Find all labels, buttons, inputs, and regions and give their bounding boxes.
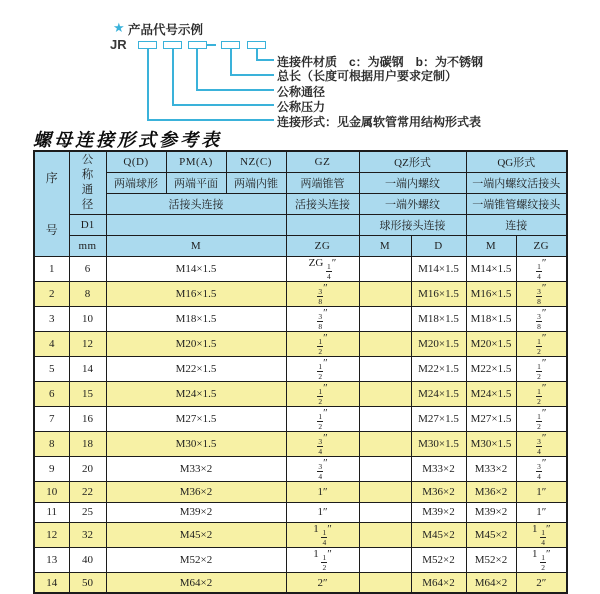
row-zg-size: $\frac{3}{4}$ ″: [286, 432, 359, 457]
row-d1: 16: [69, 407, 106, 432]
row-qg-zg: 1 $\frac{1}{2}$ ″: [516, 548, 567, 573]
row-d1: 20: [69, 457, 106, 482]
row-m-thread: M33×2: [106, 457, 286, 482]
table-row: [34, 548, 567, 573]
row-m-thread: M27×1.5: [106, 407, 286, 432]
row-qg-zg: $\frac{3}{8}$ ″: [516, 307, 567, 332]
row-qg-zg: $\frac{1}{2}$ ″: [516, 357, 567, 382]
callout-label-length: 总长（长度可根据用户要求定制）: [277, 69, 458, 83]
callout-line: [147, 49, 149, 120]
row-qg-zg: 2″: [516, 573, 567, 594]
row-qz-m: [359, 307, 411, 332]
row-qg-zg: $\frac{3}{4}$ ″: [516, 457, 567, 482]
row-qg-m: M22×1.5: [466, 357, 516, 382]
row-qz-d: M64×2: [411, 573, 466, 594]
row-qz-d: M24×1.5: [411, 382, 466, 407]
row-m-thread: M22×1.5: [106, 357, 286, 382]
row-qg-zg: $\frac{1}{4}$ ″: [516, 257, 567, 282]
callout-line: [196, 49, 198, 90]
row-qz-m: [359, 332, 411, 357]
row-d1: 22: [69, 482, 106, 503]
row-d1: 12: [69, 332, 106, 357]
row-d1: 15: [69, 382, 106, 407]
row-m-thread: M39×2: [106, 502, 286, 523]
row-qg-zg: 1″: [516, 502, 567, 523]
row-zg-size: $\frac{1}{2}$ ″: [286, 382, 359, 407]
row-qg-m: M18×1.5: [466, 307, 516, 332]
row-qg-m: M16×1.5: [466, 282, 516, 307]
row-seq-no: 6: [34, 382, 69, 407]
callout-line: [172, 49, 174, 105]
row-d1: 6: [69, 257, 106, 282]
row-qz-d: M22×1.5: [411, 357, 466, 382]
diagram-heading: 产品代号示例: [128, 23, 204, 37]
header-type-gz: GZ: [286, 151, 359, 172]
row-seq-no: 14: [34, 573, 69, 594]
row-d1: 8: [69, 282, 106, 307]
row-qg-zg: $\frac{1}{2}$ ″: [516, 407, 567, 432]
row-seq-no: 8: [34, 432, 69, 457]
row-d1: 14: [69, 357, 106, 382]
row-seq-no: 11: [34, 502, 69, 523]
row-qz-m: [359, 482, 411, 503]
row-d1: 32: [69, 523, 106, 548]
row-m-thread: M20×1.5: [106, 332, 286, 357]
row-qg-zg: $\frac{1}{2}$ ″: [516, 332, 567, 357]
callout-line: [172, 104, 274, 106]
code-box-3: [188, 41, 207, 49]
row-seq-no: 1: [34, 257, 69, 282]
table-row: [34, 257, 567, 282]
table-row: [34, 482, 567, 503]
row-zg-size: 1 $\frac{1}{2}$ ″: [286, 548, 359, 573]
header-qg-desc2: 一端锥管螺纹接头: [466, 193, 567, 214]
row-d1: 50: [69, 573, 106, 594]
header-nz-desc: 两端内锥: [226, 172, 286, 193]
table-row: [34, 457, 567, 482]
row-zg-size: $\frac{3}{4}$ ″: [286, 457, 359, 482]
row-zg-size: $\frac{1}{2}$ ″: [286, 332, 359, 357]
table-row: [34, 432, 567, 457]
row-seq-no: 7: [34, 407, 69, 432]
row-d1: 10: [69, 307, 106, 332]
header-m-thread: M: [106, 235, 286, 256]
row-qz-d: M16×1.5: [411, 282, 466, 307]
row-zg-size: $\frac{3}{8}$ ″: [286, 307, 359, 332]
header-mm: mm: [69, 235, 106, 256]
header-qg-zg: ZG: [516, 235, 567, 256]
row-zg-size: 1″: [286, 502, 359, 523]
callout-label-pressure: 公称压力: [277, 100, 326, 114]
row-seq-no: 9: [34, 457, 69, 482]
callout-line: [256, 59, 274, 61]
row-qg-zg: $\frac{3}{8}$ ″: [516, 282, 567, 307]
row-qg-m: M39×2: [466, 502, 516, 523]
header-qz-d: D: [411, 235, 466, 256]
row-seq-no: 10: [34, 482, 69, 503]
row-m-thread: M18×1.5: [106, 307, 286, 332]
row-qz-d: M39×2: [411, 502, 466, 523]
table-row: [34, 357, 567, 382]
row-qz-m: [359, 548, 411, 573]
row-seq-no: 5: [34, 357, 69, 382]
header-pm-desc: 两端平面: [166, 172, 226, 193]
row-m-thread: M24×1.5: [106, 382, 286, 407]
callout-line: [196, 89, 274, 91]
header-type-q: Q(D): [106, 151, 166, 172]
row-zg-size: 1″: [286, 482, 359, 503]
table-row: [34, 332, 567, 357]
row-zg-size: $\frac{1}{2}$ ″: [286, 357, 359, 382]
row-m-thread: M52×2: [106, 548, 286, 573]
header-seq-no: 序号: [34, 151, 69, 257]
row-qz-m: [359, 457, 411, 482]
table-title: 螺母连接形式参考表: [33, 130, 222, 150]
row-qg-m: M52×2: [466, 548, 516, 573]
header-type-pm: PM(A): [166, 151, 226, 172]
row-qg-zg: 1″: [516, 482, 567, 503]
header-type-qz: QZ形式: [359, 151, 466, 172]
row-seq-no: 13: [34, 548, 69, 573]
row-seq-no: 2: [34, 282, 69, 307]
row-m-thread: M30×1.5: [106, 432, 286, 457]
row-qz-m: [359, 432, 411, 457]
row-qg-m: M30×1.5: [466, 432, 516, 457]
row-qg-zg: $\frac{1}{2}$ ″: [516, 382, 567, 407]
header-d1: D1: [69, 214, 106, 235]
table-row: [34, 382, 567, 407]
row-qz-m: [359, 407, 411, 432]
row-qz-m: [359, 257, 411, 282]
header-type-qg: QG形式: [466, 151, 567, 172]
header-qz-desc1: 一端内螺纹: [359, 172, 466, 193]
table-body: [34, 257, 567, 594]
table-row: [34, 573, 567, 594]
row-qz-m: [359, 502, 411, 523]
header-type-nz: NZ(C): [226, 151, 286, 172]
row-qz-d: M33×2: [411, 457, 466, 482]
callout-line: [230, 49, 232, 75]
row-qz-d: M30×1.5: [411, 432, 466, 457]
row-qg-m: M14×1.5: [466, 257, 516, 282]
table-row: [34, 407, 567, 432]
row-qg-zg: 1 $\frac{1}{4}$ ″: [516, 523, 567, 548]
row-qz-m: [359, 382, 411, 407]
row-m-thread: M45×2: [106, 523, 286, 548]
row-qz-d: M27×1.5: [411, 407, 466, 432]
row-d1: 40: [69, 548, 106, 573]
product-code-prefix: JR: [110, 37, 127, 52]
code-dash: [207, 44, 216, 46]
row-qg-m: M33×2: [466, 457, 516, 482]
row-qg-m: M45×2: [466, 523, 516, 548]
row-qg-m: M27×1.5: [466, 407, 516, 432]
row-d1: 25: [69, 502, 106, 523]
row-qz-m: [359, 357, 411, 382]
header-qg-desc1: 一端内螺纹活接头: [466, 172, 567, 193]
code-box-1: [138, 41, 157, 49]
header-qg-connection: 连接: [466, 214, 567, 235]
row-qg-m: M24×1.5: [466, 382, 516, 407]
row-qg-m: M36×2: [466, 482, 516, 503]
header-gz-desc: 两端锥管: [286, 172, 359, 193]
row-qz-m: [359, 573, 411, 594]
header-union-connection: 活接头连接: [106, 193, 286, 214]
row-zg-size: $\frac{1}{2}$ ″: [286, 407, 359, 432]
row-seq-no: 4: [34, 332, 69, 357]
header-qz-connection: 球形接头连接: [359, 214, 466, 235]
row-seq-no: 12: [34, 523, 69, 548]
header-blank-cell: [106, 214, 286, 235]
row-qz-m: [359, 523, 411, 548]
row-qz-d: M14×1.5: [411, 257, 466, 282]
row-qz-d: M20×1.5: [411, 332, 466, 357]
callout-label-material: 连接件材质 c：为碳钢 b：为不锈钢: [277, 55, 484, 69]
row-zg-size: ZG $\frac{1}{4}$ ″: [286, 257, 359, 282]
callout-line: [230, 74, 274, 76]
callout-line: [147, 119, 274, 121]
row-qg-m: M20×1.5: [466, 332, 516, 357]
code-box-4: [221, 41, 240, 49]
code-box-5: [247, 41, 266, 49]
row-qz-d: M18×1.5: [411, 307, 466, 332]
row-m-thread: M36×2: [106, 482, 286, 503]
table-row: [34, 523, 567, 548]
callout-label-diameter: 公称通径: [277, 85, 326, 99]
header-gz-connection: 活接头连接: [286, 193, 359, 214]
header-qz-desc2: 一端外螺纹: [359, 193, 466, 214]
row-zg-size: 2″: [286, 573, 359, 594]
header-blank-cell: [286, 214, 359, 235]
header-nominal-diameter: 公称通径: [69, 151, 106, 214]
row-zg-size: 1 $\frac{1}{4}$ ″: [286, 523, 359, 548]
row-qz-d: M45×2: [411, 523, 466, 548]
row-qz-m: [359, 282, 411, 307]
table-row: [34, 502, 567, 523]
header-qz-m: M: [359, 235, 411, 256]
star-icon: ★: [113, 20, 125, 35]
table-row: [34, 307, 567, 332]
row-qg-zg: $\frac{3}{4}$ ″: [516, 432, 567, 457]
row-seq-no: 3: [34, 307, 69, 332]
row-m-thread: M64×2: [106, 573, 286, 594]
table-row: [34, 282, 567, 307]
code-box-2: [163, 41, 182, 49]
row-zg-size: $\frac{3}{8}$ ″: [286, 282, 359, 307]
row-m-thread: M14×1.5: [106, 257, 286, 282]
nut-connection-reference-table: [33, 150, 568, 594]
row-qg-m: M64×2: [466, 573, 516, 594]
row-d1: 18: [69, 432, 106, 457]
header-q-desc: 两端球形: [106, 172, 166, 193]
row-qz-d: M52×2: [411, 548, 466, 573]
row-m-thread: M16×1.5: [106, 282, 286, 307]
callout-label-connection: 连接形式：见金属软管常用结构形式表: [277, 115, 482, 129]
row-qz-d: M36×2: [411, 482, 466, 503]
header-zg-thread: ZG: [286, 235, 359, 256]
header-qg-m: M: [466, 235, 516, 256]
